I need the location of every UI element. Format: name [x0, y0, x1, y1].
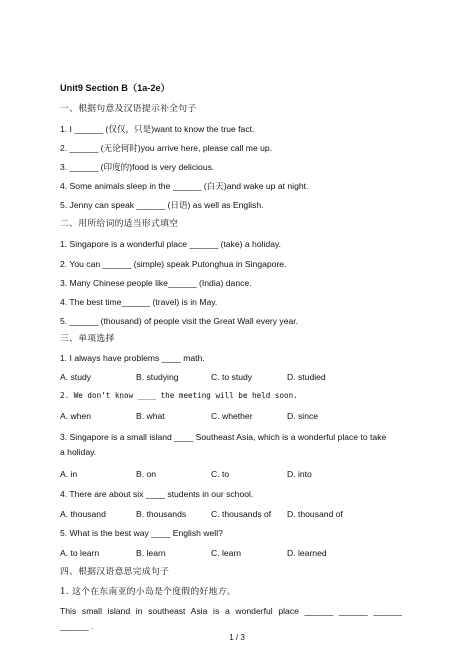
section4-answer-line-1: This small island in southeast Asia is a wonderful place ______ ______ ______: [60, 606, 402, 616]
section2-item-4: 4. The best time______ (travel) is in May.: [60, 297, 218, 307]
question-5-option-a: A. to learn: [60, 548, 100, 558]
question-4-stem: 4. There are about six ____ students in our school.: [60, 489, 254, 499]
section2-item-1: 1. Singapore is a wonderful place ______ (take) a holiday.: [60, 239, 282, 249]
section4-item-1: 1. 这个在东南亚的小岛是个度假的好地方。: [60, 587, 236, 597]
question-3-stem: 3. Singapore is a small island ____ Southeast Asia, which is a wonderful place to take: [60, 432, 387, 442]
question-4-option-a: A. thousand: [60, 509, 106, 519]
question-3-option-d: D. into: [287, 469, 312, 479]
section3-heading: 三、单项选择: [60, 334, 115, 344]
question-1-option-a: A. study: [60, 372, 92, 382]
question-1-option-c: C. to study: [211, 372, 253, 382]
question-1-stem: 1. I always have problems ____ math.: [60, 353, 205, 363]
section4-answer-line-2: ______ .: [60, 621, 94, 631]
question-3-option-a: A. in: [60, 469, 78, 479]
question-4-option-d: D. thousand of: [287, 509, 343, 519]
question-5-option-d: D. learned: [287, 548, 327, 558]
question-2-option-d: D. since: [287, 411, 319, 421]
question-2-option-c: C. whether: [211, 411, 253, 421]
section1-item-1: 1. I ______ (仅仅，只是)want to know the true fact.: [60, 124, 255, 134]
question-1-option-d: D. studied: [287, 372, 326, 382]
section2-item-3: 3. Many Chinese people like______ (India) dance.: [60, 278, 252, 288]
page-number: 1 / 3: [229, 633, 245, 642]
section2-heading: 二、用所给词的适当形式填空: [60, 219, 179, 229]
page-title: Unit9 Section B（1a-2e）: [60, 83, 170, 93]
question-5-stem: 5. What is the best way ____ English well?: [60, 528, 223, 538]
question-2-option-b: B. what: [136, 411, 165, 421]
question-5-option-b: B. learn: [136, 548, 166, 558]
question-3-option-c: C. to: [211, 469, 230, 479]
question-2-option-a: A. when: [60, 411, 92, 421]
section1-item-4: 4. Some animals sleep in the ______ (白天)and wake up at night.: [60, 181, 309, 191]
question-2-stem: 2. We don’t know ____ the meeting will be held soon.: [60, 391, 298, 400]
section1-heading: 一、根据句意及汉语提示补全句子: [60, 104, 197, 114]
section1-item-2: 2. ______ (无论何时)you arrive here, please call me up.: [60, 143, 273, 153]
question-4-option-c: C. thousands of: [211, 509, 272, 519]
section1-item-5: 5. Jenny can speak ______ (日语) as well as English.: [60, 200, 264, 210]
section2-item-5: 5. ______ (thousand) of people visit the Great Wall every year.: [60, 316, 299, 326]
question-5-option-c: C. learn: [211, 548, 242, 558]
section1-item-3: 3. ______ (印度的)food is very delicious.: [60, 162, 215, 172]
section4-heading: 四、根据汉语意思完成句子: [60, 567, 170, 577]
question-4-option-b: B. thousands: [136, 509, 187, 519]
question-1-option-b: B. studying: [136, 372, 179, 382]
question-3-option-b: B. on: [136, 469, 157, 479]
section2-item-2: 2. You can ______ (simple) speak Putonghua in Singapore.: [60, 259, 287, 269]
question-3-stem-continued: a holiday.: [60, 447, 97, 457]
